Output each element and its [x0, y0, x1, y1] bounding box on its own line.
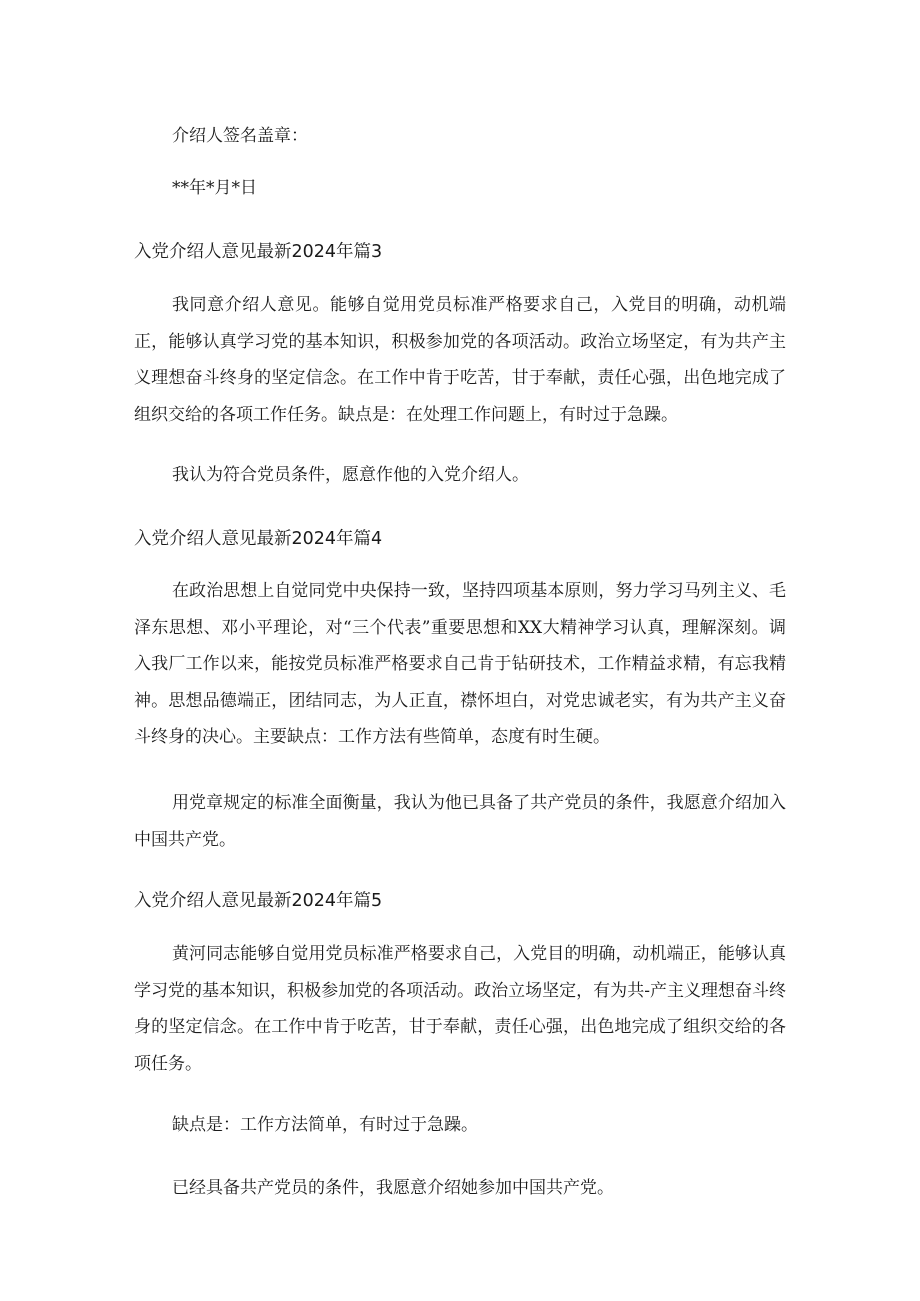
- section-3-paragraph-1: 我同意介绍人意见。能够自觉用党员标准严格要求自己，入党目的明确，动机端正，能够认真学习党的基本知识，积极参加党的各项活动。政治立场坚定，有为共产主义理想奋斗终身的坚定信念。在工作中肯于吃苦，甘于奉献，责任心强，出色地完成了组织交给的各项工作任务。缺点是：在处理工作问题上，有时过于急躁。: [134, 295, 786, 425]
- signature-label: 介绍人签名盖章：: [172, 126, 308, 146]
- section-4-paragraph-1: 在政治思想上自觉同党中央保持一致，坚持四项基本原则，努力学习马列主义、毛泽东思想、邓小平理论，对“三个代表”重要思想和XX大精神学习认真，理解深刻。调入我厂工作以来，能按党员标准严格要求自己肯于钻研技术，工作精益求精，有忘我精神。思想品德端正，团结同志，为人正直，襟怀坦白，对党忠诚老实，有为共产主义奋斗终身的决心。主要缺点：工作方法有些简单，态度有时生硬。: [134, 581, 786, 747]
- section-3-paragraph-2: 我认为符合党员条件，愿意作他的入党介绍人。: [172, 465, 529, 485]
- section-5-paragraph-1: 黄河同志能够自觉用党员标准严格要求自己，入党目的明确，动机端正，能够认真学习党的基本知识，积极参加党的各项活动。政治立场坚定，有为共-产主义理想奋斗终身的坚定信念。在工作中肯于吃苦，甘于奉献，责任心强，出色地完成了组织交给的各项任务。: [134, 944, 786, 1074]
- section-heading-3: 入党介绍人意见最新2024年篇3: [134, 242, 383, 262]
- signature-date: **年*月*日: [172, 178, 257, 198]
- section-heading-5: 入党介绍人意见最新2024年篇5: [134, 891, 383, 911]
- section-heading-4: 入党介绍人意见最新2024年篇4: [134, 529, 383, 549]
- section-5-paragraph-2: 缺点是：工作方法简单，有时过于急躁。: [172, 1115, 478, 1135]
- section-4-paragraph-2: 用党章规定的标准全面衡量，我认为他已具备了共产党员的条件，我愿意介绍加入中国共产党。: [134, 793, 786, 850]
- section-5-paragraph-3: 已经具备共产党员的条件，我愿意介绍她参加中国共产党。: [172, 1178, 614, 1198]
